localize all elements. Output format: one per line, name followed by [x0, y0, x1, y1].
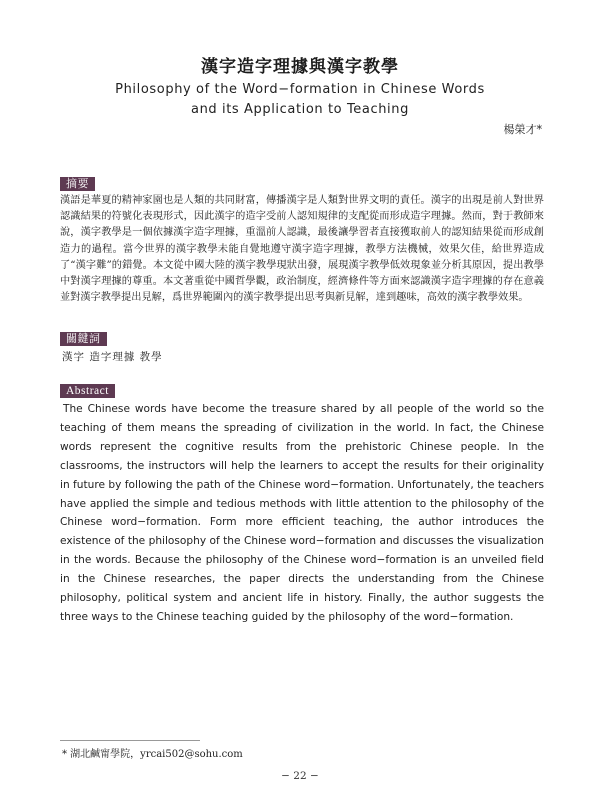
title-english-line-2: and its Application to Teaching: [191, 102, 409, 117]
page-number: − 22 −: [281, 770, 319, 782]
footnote-divider: [60, 740, 200, 741]
abstract-zh-text: 漢語是華夏的精神家園也是人類的共同財富，傳播漢字是人類對世界文明的責任。漢字的出現是前人對世界認識結果的符號化表現形式，因此漢字的造字受前人認知規律的支配從而形成造字理據。然而，對于教師來說，漢字教學是一個依據漢字造字理據，重溫前人認識，最後讓學習者直接獲取前人的認知結果從而形成創造力的過程。當今世界的漢字教學未能自覺地遵守漢字造字理據，教學方法機械，效果欠佳，給世界造成了“漢字難”的錯覺。本文從中國大陸的漢字教學現狀出發，展現漢字教學低效現象並分析其原因，提出教學中對漢字理據的尊重。本文著重從中國哲學觀，政治制度，經濟條件等方面來認識漢字造字理據的存在意義並對漢字教學提出見解，爲世界範圍內的漢字教學提出思考與新見解，達到趣味，高效的漢字教學效果。: [60, 195, 544, 304]
abstract-en-text: The Chinese words have become the treasure shared by all people of the world so the teaching of them means the spreading of civilization in the world. In fact, the Chinese words represent the cognitive results from the prehistoric Chinese people. In the classrooms, the instructors will help the learners to accept the results for their originality in future by following the path of the Chinese word−formation. Unfortunately, the teachers have applied the simple and tedious methods with little attention to the philosophy of the Chinese word−formation. Form more efficient teaching, the author introduces the existence of the philosophy of the Chinese word−formation and discusses the visualization in the words. Because the philosophy of the Chinese word−formation is an unveiled field in the Chinese researches, the paper directs the understanding from the Chinese philosophy, political system and ancient life in history. Finally, the author suggests the three ways to the Chinese teaching guided by the philosophy of the word−formation.: [60, 403, 544, 623]
keywords-label: 關鍵詞: [60, 332, 107, 346]
title-chinese: 漢字造字理據與漢字教學: [201, 57, 399, 77]
abstract-en-label: Abstract: [60, 384, 115, 398]
keywords-text: 漢字 造字理據 教學: [62, 351, 163, 363]
author-name: 楊榮才*: [503, 123, 542, 136]
title-english-line-1: Philosophy of the Word−formation in Chinese Words: [115, 82, 485, 97]
abstract-zh-label: 摘要: [60, 177, 95, 191]
footnote: * 湖北鹹甯學院，yrcai502@sohu.com: [62, 749, 243, 760]
